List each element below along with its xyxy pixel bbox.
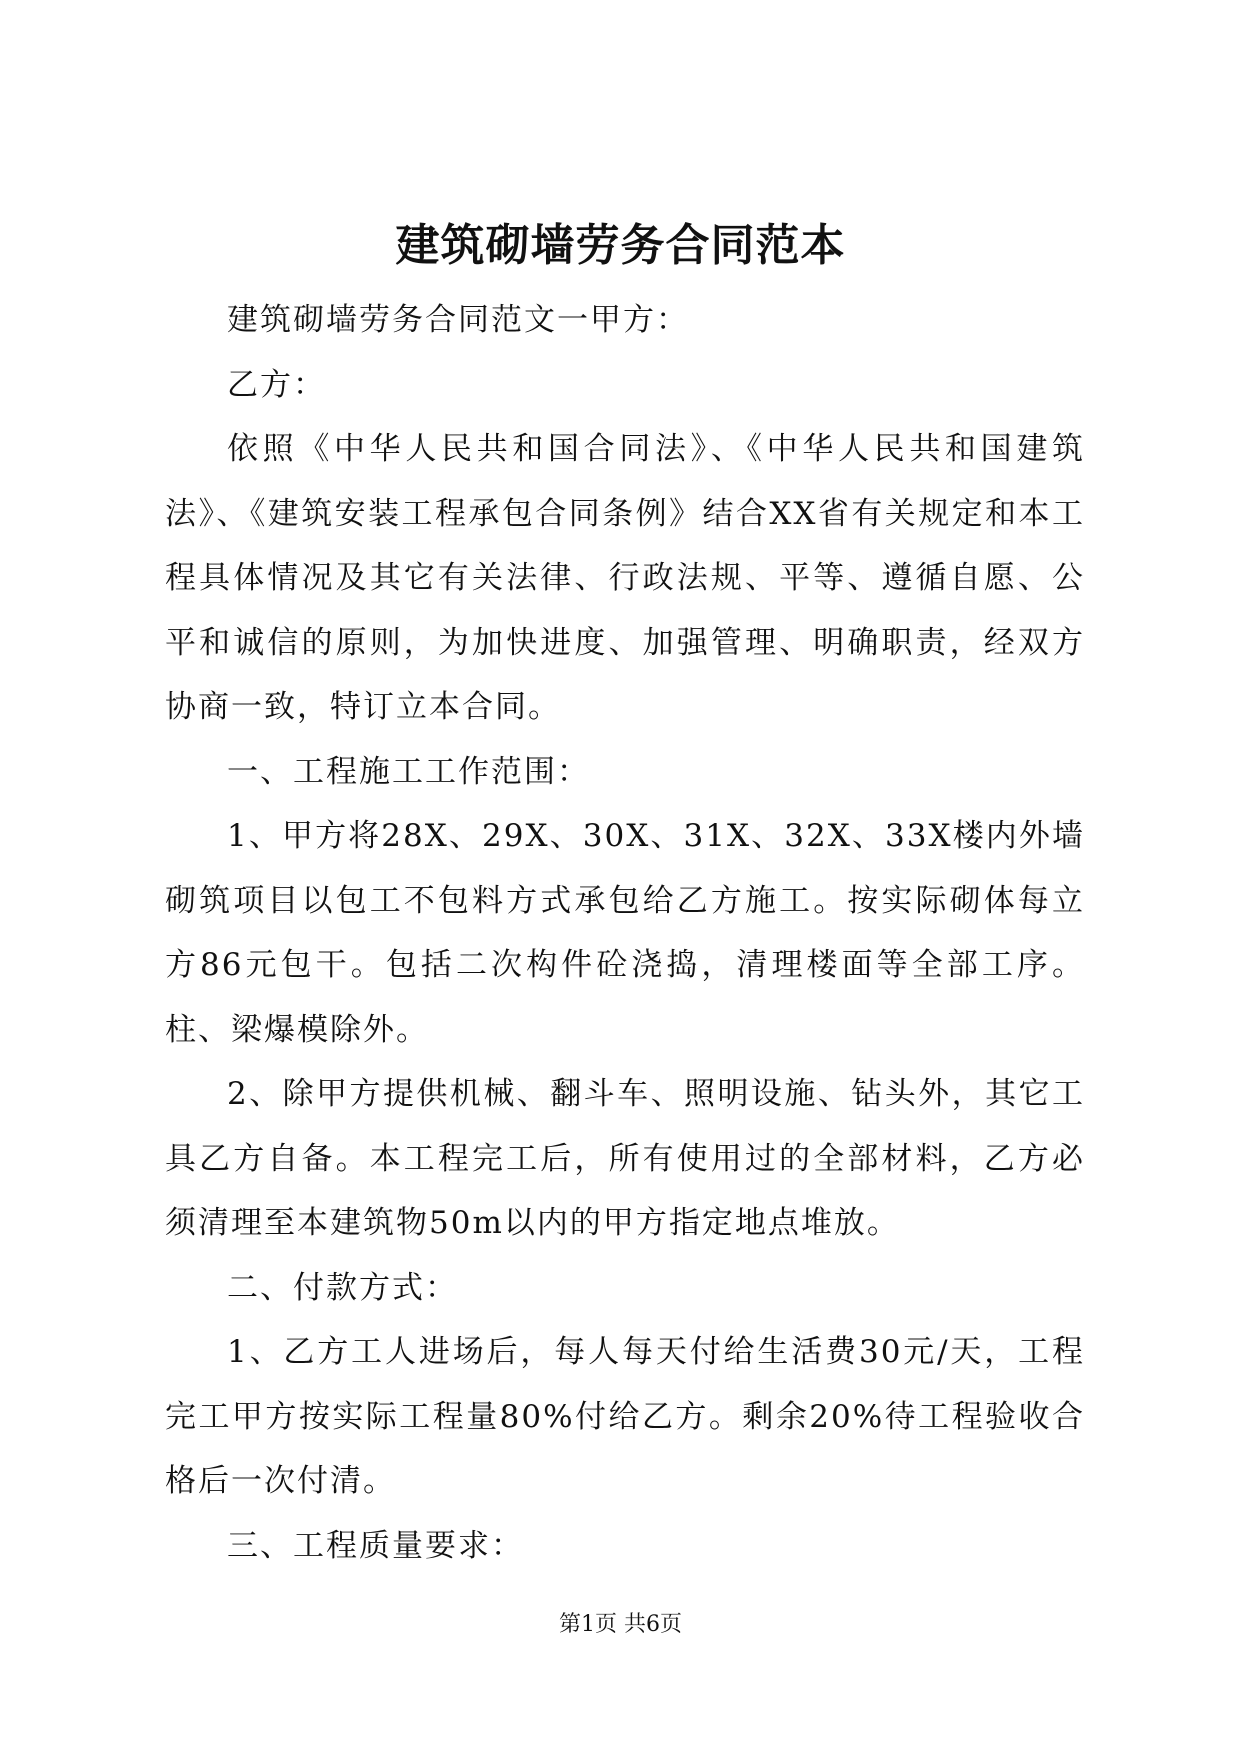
section-heading-scope: 一、工程施工工作范围：	[227, 753, 590, 790]
paragraph-party-a: 建筑砌墙劳务合同范文一甲方：	[227, 302, 689, 338]
document-title: 建筑砌墙劳务合同范本	[395, 220, 846, 271]
paragraph-scope-item-1: 1、甲方将28X、29X、30X、31X、32X、33X楼内外墙砌筑项目以包工不包料方式承包给乙方施工。按实际砌体每立方86元包干。包括二次构件砼浇捣，清理楼面等全部工序。柱、梁爆模除外。	[165, 818, 1085, 1048]
paragraph-payment-item-1: 1、乙方工人进场后，每人每天付给生活费30元/天，工程完工甲方按实际工程量80%付给乙方。剩余20%待工程验收合格后一次付清。	[165, 1334, 1085, 1499]
section-heading-payment: 二、付款方式：	[227, 1269, 458, 1306]
page-number-footer: 第1页 共6页	[559, 1612, 682, 1637]
section-heading-quality: 三、工程质量要求：	[227, 1527, 524, 1564]
paragraph-scope-item-2: 2、除甲方提供机械、翻斗车、照明设施、钻头外，其它工具乙方自备。本工程完工后，所有使用过的全部材料，乙方必须清理至本建筑物50m以内的甲方指定地点堆放。	[165, 1076, 1085, 1241]
paragraph-party-b: 乙方：	[227, 366, 326, 403]
paragraph-legal-basis: 依照《中华人民共和国合同法》、《中华人民共和国建筑法》、《建筑安装工程承包合同条例》结合XX省有关规定和本工程具体情况及其它有关法律、行政法规、平等、遵循自愿、公平和诚信的原则，为加快进度、加强管理、明确职责，经双方协商一致，特订立本合同。	[165, 431, 1085, 725]
document-body	[165, 288, 1085, 1578]
